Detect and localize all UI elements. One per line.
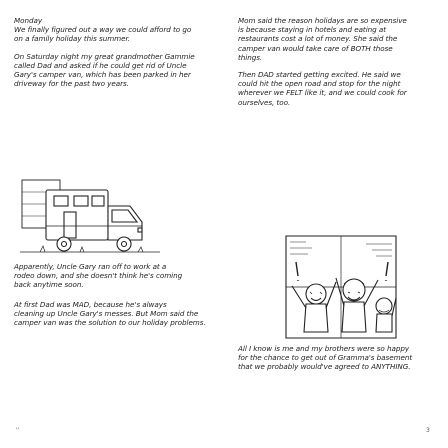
- left-paragraph-4: [14, 300, 210, 328]
- left-paragraph-3: [14, 262, 210, 290]
- text-line: wherever we FELT like it, and we could cook for: [238, 88, 407, 98]
- text-line: things.: [238, 52, 263, 62]
- text-line: All I know is me and my brothers were so happy: [238, 344, 410, 353]
- text-line: camper van would take care of BOTH those: [238, 43, 393, 53]
- text-line: on a family holiday this summer.: [14, 34, 130, 44]
- text-line: back anytime soon.: [14, 280, 84, 290]
- text-line: ourselves, too.: [238, 97, 291, 107]
- left-paragraph-1: [14, 16, 210, 44]
- right-page-text: [238, 16, 434, 115]
- text-line: restaurants cost a lot of money. She said the: [238, 34, 398, 44]
- left-page-text: [14, 16, 210, 96]
- right-page-number: 3: [426, 427, 430, 434]
- right-paragraph-1: [238, 16, 434, 62]
- left-paragraph-2: [14, 52, 210, 89]
- text-line: that we probably would've agreed to ANYTHING.: [238, 362, 411, 372]
- text-line: We finally figured out a way we could afford to go: [14, 25, 192, 35]
- text-line: is because staying in hotels and eating at: [238, 25, 387, 35]
- text-line: driveway for the past two years.: [14, 79, 129, 89]
- brothers-cheering-illustration: [246, 232, 416, 342]
- text-line: could hit the open road and stop for the night: [238, 79, 401, 89]
- text-line: At first Dad was MAD, because he's always: [14, 300, 167, 309]
- text-line: Apparently, Uncle Gary ran off to work at a: [14, 262, 167, 271]
- text-line: Mom said the reason holidays are so expensive: [238, 16, 407, 25]
- text-line: Gary's camper van, which has been parked in her: [14, 70, 191, 80]
- text-line: called Dad and asked if he could get rid of Uncle: [14, 60, 187, 70]
- left-page-number: '': [16, 427, 20, 434]
- camper-van-illustration: [20, 166, 160, 258]
- text-line: Then DAD started getting excited. He said we: [238, 70, 401, 80]
- text-line: for the chance to get out of Gramma's basement: [238, 353, 413, 363]
- text-line: cleaning up Uncle Gary's messes. But Mom said the: [14, 309, 199, 319]
- right-paragraph-2: [238, 70, 434, 107]
- text-line: On Saturday night my great grandmother Gammie: [14, 51, 195, 61]
- text-line: rodeo down, and she doesn't think he's coming: [14, 271, 183, 281]
- text-line: Monday: [14, 16, 43, 25]
- text-line: camper van was the solution to our holiday problems.: [14, 318, 206, 328]
- right-paragraph-3: [238, 344, 434, 372]
